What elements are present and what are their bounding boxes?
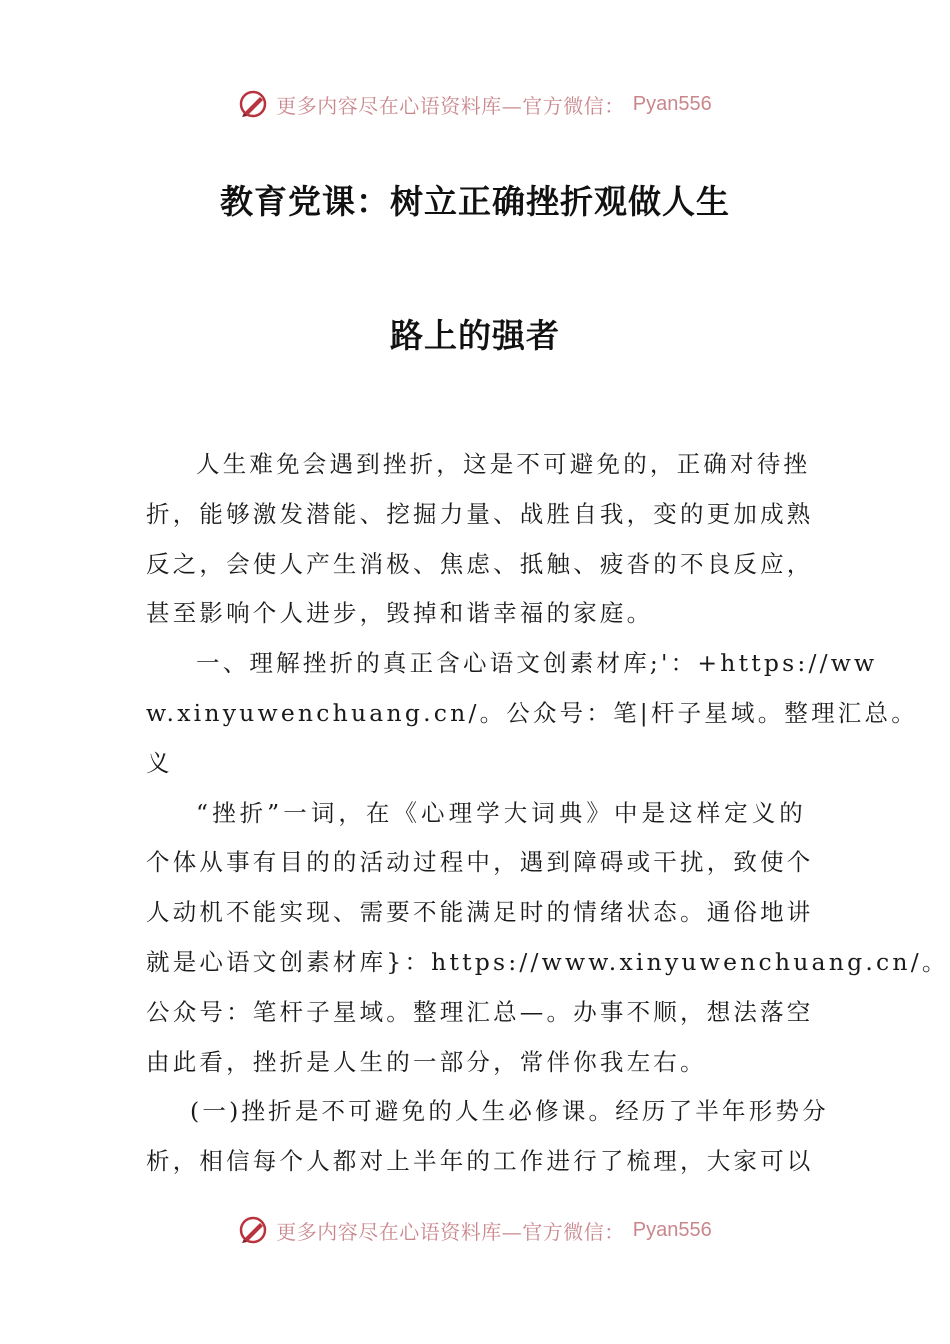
watermark-handle: Pyan556 (632, 1218, 712, 1241)
body-line: 一、理解挫折的真正含心语文创素材库;'：+https://ww (196, 649, 878, 678)
document-title-line2: 路上的强者 (390, 316, 560, 355)
body-line: w.xinyuwenchuang.cn/。公众号：笔|杆子星域。整理汇总。 (146, 698, 918, 727)
body-line: 反之，会使人产生消极、焦虑、抵触、疲沓的不良反应， (146, 549, 814, 578)
body-line: 个体从事有目的的活动过程中，遇到障碍或干扰，致使个 (146, 848, 814, 877)
body-line: 由此看，挫折是人生的一部分，常伴你我左右。 (146, 1047, 707, 1076)
body-line: (一)挫折是不可避免的人生必修课。经历了半年形势分 (190, 1097, 829, 1126)
pen-logo-icon (238, 1215, 268, 1245)
document-body (146, 440, 949, 1187)
watermark-text: 更多内容尽在心语资料库—官方微信： (276, 1219, 625, 1244)
body-line: 就是心语文创素材库}：https://www.xinyuwenchuang.cn/。 (146, 947, 949, 976)
body-line: 甚至影响个人进步，毁掉和谐幸福的家庭。 (146, 599, 654, 628)
watermark-text: 更多内容尽在心语资料库—官方微信： (276, 93, 625, 118)
body-line: 人动机不能实现、需要不能满足时的情绪状态。通俗地讲 (146, 898, 814, 927)
watermark-handle: Pyan556 (632, 92, 712, 115)
footer-watermark (0, 1210, 950, 1250)
body-line: “挫折”一词，在《心理学大词典》中是这样定义的 (196, 798, 806, 827)
document-title-line1: 教育党课：树立正确挫折观做人生 (220, 182, 730, 221)
header-watermark (0, 84, 950, 124)
body-line: 公众号：笔杆子星域。整理汇总—。办事不顺，想法落空 (146, 997, 814, 1026)
body-line: 义 (146, 748, 173, 777)
pen-logo-icon (238, 89, 268, 119)
body-line: 析，相信每个人都对上半年的工作进行了梳理，大家可以 (146, 1147, 814, 1176)
body-line: 折，能够激发潜能、挖掘力量、战胜自我，变的更加成熟 (146, 499, 814, 528)
body-line: 人生难免会遇到挫折，这是不可避免的，正确对待挫 (196, 450, 811, 478)
